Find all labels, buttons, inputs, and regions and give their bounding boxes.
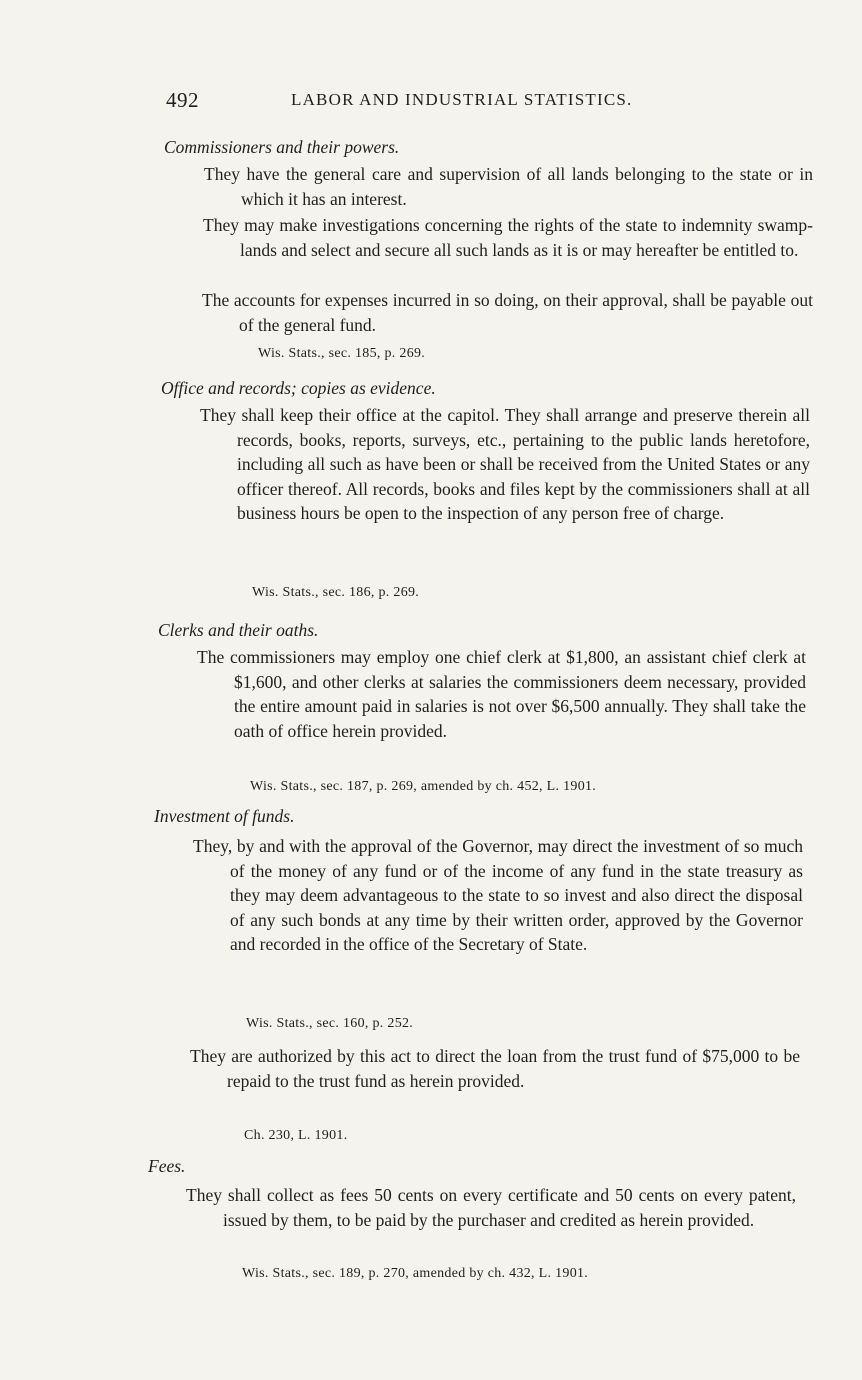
paragraph: They are authorized by this act to direct the loan from the trust fund of $75,000 to be repaid to the trust fund as herein provided. <box>190 1046 800 1091</box>
paragraph: They, by and with the approval of the Governor, may direct the investment of so much of the money of any fund or of the income of any fund in the state treasury as they may deem advantageous to the state to so invest and also direct the disposal of any such bonds at any time by their written order, approved by the Governor and recorded in the office of the Secretary of State. <box>193 836 803 955</box>
page-header <box>166 88 706 114</box>
citation: Wis. Stats., sec. 160, p. 252. <box>246 1016 414 1031</box>
section-heading: Commissioners and their powers. <box>164 137 400 157</box>
section-heading: Office and records; copies as evidence. <box>161 378 436 398</box>
paragraph: They shall collect as fees 50 cents on every certificate and 50 cents on every patent, issued by them, to be paid by the purchaser and credited as herein provided. <box>186 1185 796 1230</box>
paragraph: They shall keep their office at the capitol. They shall arrange and preserve therein all records, books, reports, surveys, etc., pertaining to the public lands heretofore, including all such as have been or shall be received from the United States or any officer thereof. All records, books and files kept by the commissioners shall at all business hours be open to the inspection of any person free of charge. <box>200 405 810 524</box>
paragraph: They may make investigations concerning the rights of the state to indemnity swamp-lands and select and secure all such lands as it is or may hereafter be entitled to. <box>203 215 813 260</box>
citation: Wis. Stats., sec. 185, p. 269. <box>258 346 426 361</box>
paragraph: They have the general care and supervision of all lands belonging to the state or in which it has an interest. <box>204 164 813 209</box>
section-heading: Fees. <box>148 1156 186 1176</box>
paragraph: The accounts for expenses incurred in so doing, on their approval, shall be payable out of the general fund. <box>202 290 813 335</box>
citation: Ch. 230, L. 1901. <box>244 1128 348 1143</box>
citation: Wis. Stats., sec. 189, p. 270, amended by ch. 432, L. 1901. <box>242 1266 589 1281</box>
running-title: LABOR AND INDUSTRIAL STATISTICS. <box>291 90 633 109</box>
citation: Wis. Stats., sec. 187, p. 269, amended by ch. 452, L. 1901. <box>250 779 597 794</box>
citation: Wis. Stats., sec. 186, p. 269. <box>252 585 420 600</box>
section-heading: Clerks and their oaths. <box>158 620 319 640</box>
section-heading: Investment of funds. <box>154 806 295 826</box>
paragraph: The commissioners may employ one chief clerk at $1,800, an assistant chief clerk at $1,600, and other clerks at salaries the commissioners deem necessary, provided the entire amount paid in salaries is not over $6,500 annually. They shall take the oath of office herein provided. <box>197 647 806 741</box>
page-number: 492 <box>166 88 199 112</box>
